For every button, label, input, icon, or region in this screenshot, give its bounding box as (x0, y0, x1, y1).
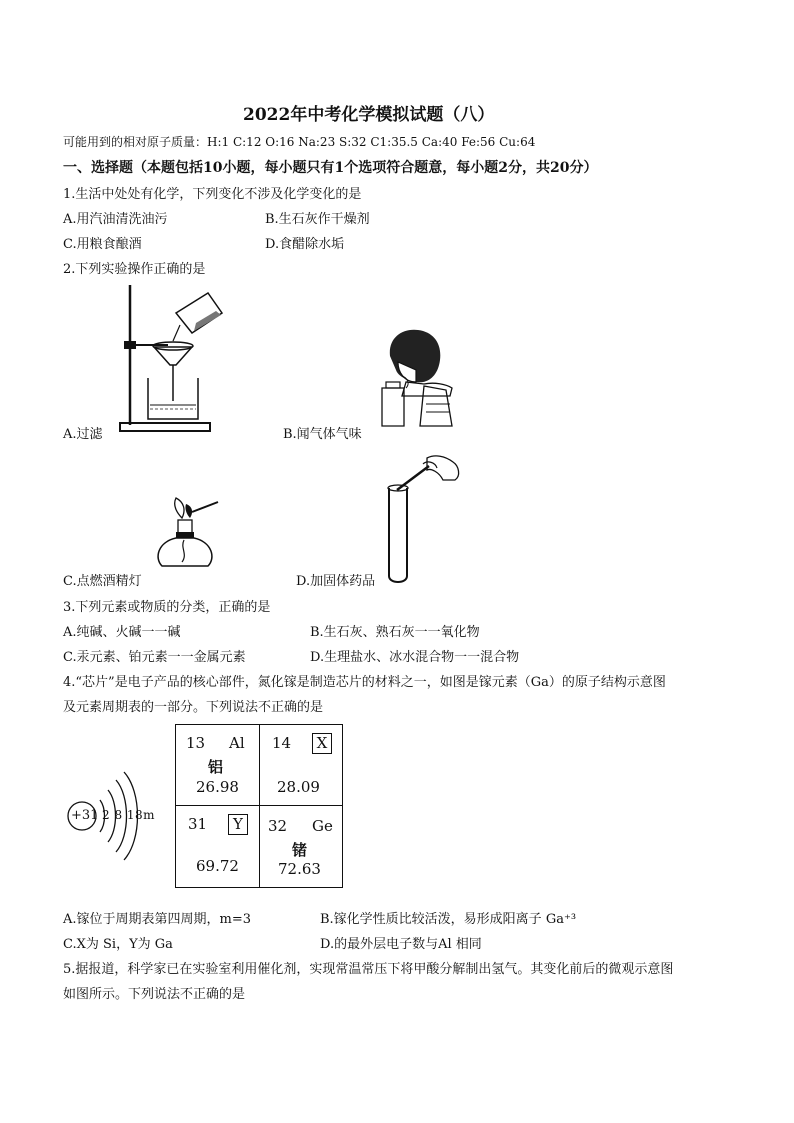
cell-al-mass: 26.98 (196, 778, 239, 796)
q1-option-b: B.生石灰作干燥剂 (265, 212, 370, 227)
atomic-mass-line: 可能用到的相对原子质量：H:1 C:12 O:16 Na:23 S:32 C1:35.5 Ca:40 Fe:56 Cu:64 (63, 135, 536, 149)
cell-ge-number: 32 (268, 817, 288, 835)
cell-ge-name: 锗 (292, 841, 308, 859)
cell-al-number: 13 (186, 734, 206, 752)
cell-ge-mass: 72.63 (278, 860, 321, 878)
q3-option-b: B.生石灰、熟石灰一一氧化物 (310, 625, 480, 640)
atom-nucleus-label: +31 (71, 808, 99, 823)
q2-stem: 2.下列实验操作正确的是 (63, 262, 206, 277)
q1-option-d: D.食醋除水垢 (265, 237, 345, 252)
cell-al-symbol: Al (229, 734, 245, 752)
q5-stem-line1: 5.据报道，科学家已在实验室利用催化剂，实现常温常压下将甲酸分解制出氢气。其变化前后的微观示意图 (63, 962, 674, 977)
atom-shells-label: 2 8 18m (102, 808, 156, 822)
cell-x-mass: 28.09 (277, 778, 320, 796)
q4-option-c: C.X为 Si，Y为 Ga (63, 937, 173, 952)
q1-option-a: A.用汽油清洗油污 (63, 212, 168, 227)
q5-stem-line2: 如图所示。下列说法不正确的是 (63, 987, 246, 1002)
smell-gas-illustration (376, 326, 454, 434)
q4-option-b: B.镓化学性质比较活泼，易形成阳离子 Ga⁺³ (320, 912, 577, 927)
cell-x-symbol-box: X (312, 733, 332, 754)
cell-al-name: 铝 (208, 758, 224, 776)
q1-stem: 1.生活中处处有化学，下列变化不涉及化学变化的是 (63, 187, 362, 202)
filtration-illustration (118, 283, 228, 435)
q2-option-c: C.点燃酒精灯 (63, 574, 142, 589)
cell-y-number: 31 (188, 815, 208, 833)
cell-ge-symbol: Ge (312, 817, 333, 835)
section-heading: 一、选择题（本题包括10小题，每小题只有1个选项符合题意，每小题2分，共20分） (63, 160, 598, 176)
q2-option-a: A.过滤 (63, 427, 103, 442)
cell-x-number: 14 (272, 734, 292, 752)
q4-stem-line2: 及元素周期表的一部分。下列说法不正确的是 (63, 700, 324, 715)
q3-option-d: D.生理盐水、冰水混合物一一混合物 (310, 650, 520, 665)
q4-option-a: A.镓位于周期表第四周期，m=3 (63, 912, 252, 927)
alcohol-lamp-illustration (152, 492, 222, 576)
q4-stem-line1: 4.“芯片”是电子产品的核心部件，氮化镓是制造芯片的材料之一，如图是镓元素（Ga）的原子结构示意图 (63, 675, 666, 690)
q2-option-d: D.加固体药品 (296, 574, 376, 589)
cell-y-symbol-box: Y (228, 814, 248, 835)
q3-option-a: A.纯碱、火碱一一碱 (63, 625, 181, 640)
q1-option-c: C.用粮食酿酒 (63, 237, 142, 252)
q3-stem: 3.下列元素或物质的分类，正确的是 (63, 600, 271, 615)
q2-option-b: B.闻气体气味 (283, 427, 362, 442)
add-solid-illustration (383, 450, 463, 584)
q4-option-d: D.的最外层电子数与Al 相同 (320, 937, 482, 952)
q3-option-c: C.汞元素、铂元素一一金属元素 (63, 650, 246, 665)
cell-y-mass: 69.72 (196, 857, 239, 875)
page-title: 2022年中考化学模拟试题（八） (243, 105, 495, 125)
